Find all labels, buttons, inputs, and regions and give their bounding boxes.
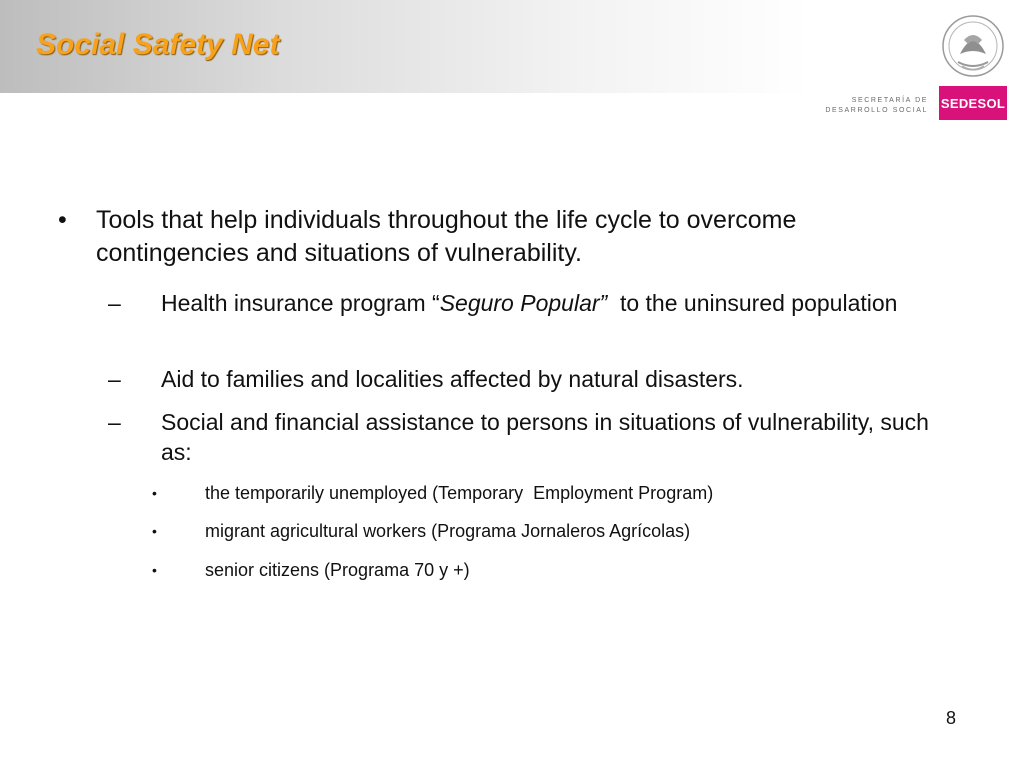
slide-title: Social Safety Net [36, 28, 280, 61]
page-number: 8 [946, 708, 957, 728]
ministry-line-1: SECRETARÍA DE [851, 97, 928, 104]
mexico-seal-icon [938, 10, 1008, 88]
sedesol-badge [939, 86, 1007, 120]
dash-marker: – [108, 366, 121, 392]
sub-sub-item-text: migrant agricultural workers (Programa Jornaleros Agrícolas) [205, 521, 691, 541]
sub-item-text-italic: Seguro Popular” [439, 290, 608, 316]
dash-marker: – [108, 409, 121, 435]
main-bullet-text: Tools that help individuals throughout the life cycle to overcome contingencies and situations of vulnerability. [96, 206, 797, 267]
sub-sub-item-text: the temporarily unemployed (Temporary Employment Program) [205, 483, 714, 503]
bullet-marker: • [152, 523, 157, 539]
ministry-line-2: DESARROLLO SOCIAL [825, 107, 928, 114]
bullet-marker: • [152, 562, 157, 578]
bullet-marker: • [58, 206, 67, 234]
ministry-name [825, 96, 928, 116]
sub-item-text-after: to the uninsured population [607, 290, 898, 316]
sub-item-text: Social and financial assistance to persons in situations of vulnerability, such as: [161, 409, 929, 465]
sedesol-badge-text: SEDESOL [940, 95, 1006, 111]
sub-item-text-before: Health insurance program “ [161, 290, 440, 316]
sedesol-logo [820, 8, 1020, 124]
sub-item-text: Aid to families and localities affected by natural disasters. [161, 366, 744, 392]
dash-marker: – [108, 290, 121, 316]
sub-item-text [161, 288, 951, 318]
bullet-marker: • [152, 485, 157, 501]
sub-sub-item-text: senior citizens (Programa 70 y +) [205, 560, 470, 580]
